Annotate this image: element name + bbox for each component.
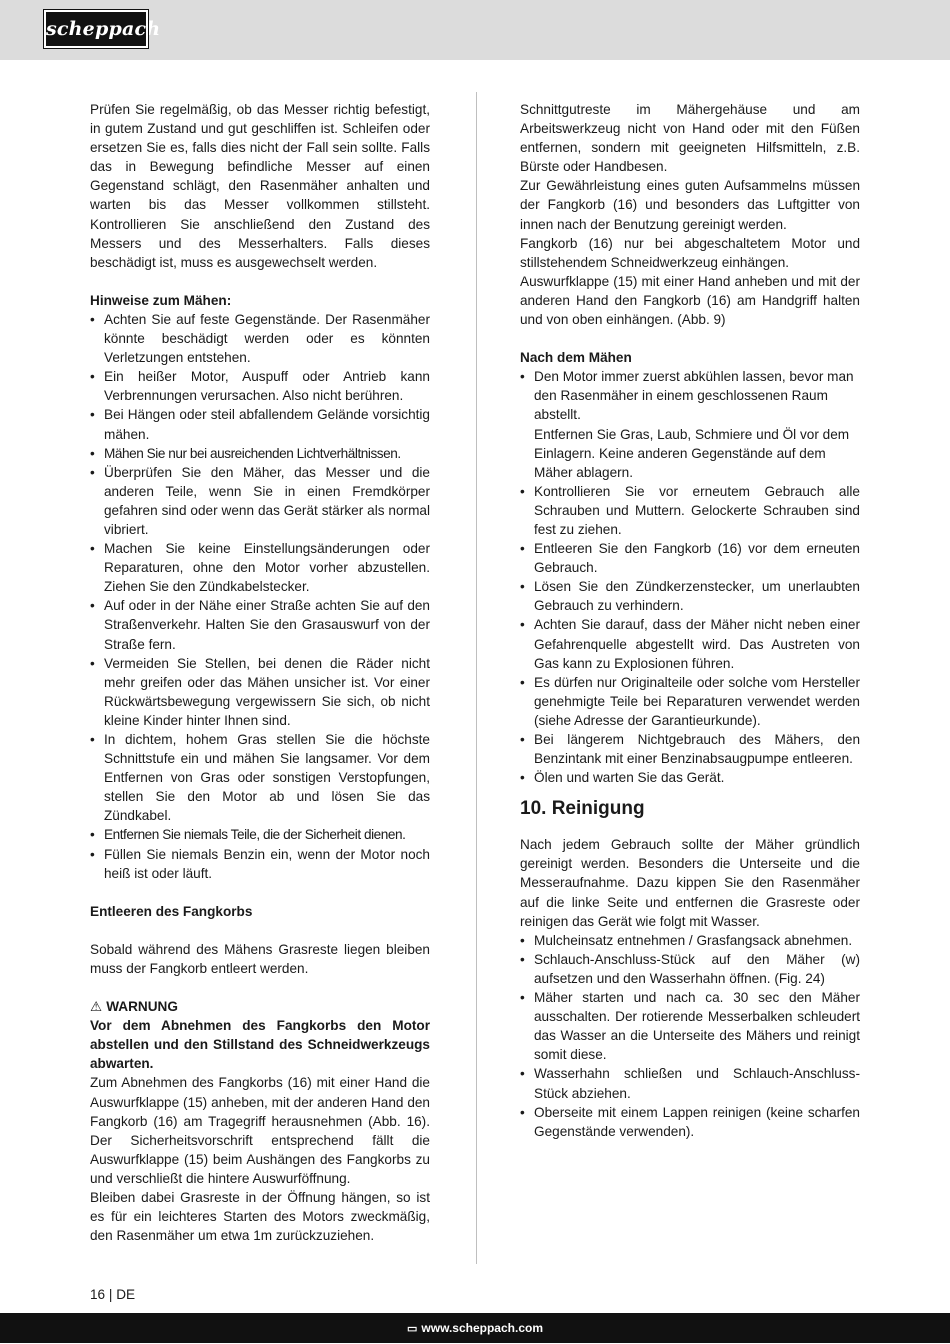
monitor-icon: ▭ bbox=[407, 1323, 418, 1335]
list-item: • Machen Sie keine Einstellungsänderungen oder Reparaturen, ohne den Motor vorher abzustellen. Ziehen Sie den Zündkabelstecker. bbox=[90, 539, 430, 596]
list-item: • Ölen und warten Sie das Gerät. bbox=[520, 768, 860, 787]
warning-text: Vor dem Abnehmen des Fangkorbs den Motor abstellen und den Stillstand des Schneidwerkzeugs abwarten. bbox=[90, 1018, 430, 1072]
list-item: • Vermeiden Sie Stellen, bei denen die Räder nicht mehr greifen oder das Mähen unsicher ist. Vor einer Rückwärtsbewegung vergewissern Sie sich, ob nicht kleine Kinder hinter Ihnen sind. bbox=[90, 654, 430, 730]
list-item: • Entleeren Sie den Fangkorb (16) vor dem erneuten Gebrauch. bbox=[520, 539, 860, 577]
empty-heading: Entleeren des Fangkorbs bbox=[90, 903, 253, 919]
list-item: • Bei Hängen oder steil abfallendem Gelände vorsichtig mähen. bbox=[90, 405, 430, 443]
paragraph: Auswurfklappe (15) mit einer Hand anheben und mit der anderen Hand den Fangkorb (16) am Handgriff halten und von oben einhängen. (Abb. 9) bbox=[520, 273, 860, 328]
paragraph: Fangkorb (16) nur bei abgeschaltetem Motor und stillstehendem Schneidwerkzeug einhängen. bbox=[520, 235, 860, 270]
warning-label: WARNUNG bbox=[106, 999, 178, 1015]
page-number: 16 | DE bbox=[90, 1287, 136, 1302]
paragraph: Schnittgutreste im Mähergehäuse und am Arbeitswerkzeug nicht von Hand oder mit den Füßen entfernen, sondern mit geeigneten Hilfsmitteln, z.B. Bürste oder Handbesen. bbox=[520, 102, 860, 175]
list-item-text: • Den Motor immer zuerst abkühlen lassen, bevor man den Rasenmäher in einem geschlossenen Raum abstellt. bbox=[534, 369, 854, 423]
list-item: • Achten Sie darauf, dass der Mäher nicht neben einer Gefahrenquelle abgestellt wird. Das Austreten von Gas kann zu Explosionen führen. bbox=[520, 615, 860, 672]
warning-label-row bbox=[90, 997, 430, 1016]
clean-list bbox=[520, 931, 860, 1141]
list-item: • Achten Sie auf feste Gegenstände. Der Rasenmäher könnte beschädigt werden oder es könnten Verletzungen entstehen. bbox=[90, 310, 430, 367]
website-link[interactable]: www.scheppach.com bbox=[421, 1321, 543, 1335]
header-bar bbox=[0, 0, 950, 60]
residue-paragraph: Bleiben dabei Grasreste in der Öffnung hängen, so ist es für ein leichteres Starten des Motors zweckmäßig, den Rasenmäher um etwa 1m zurückzuziehen. bbox=[90, 1189, 430, 1244]
intro-paragraph: Prüfen Sie regelmäßig, ob das Messer richtig befestigt, in gutem Zustand und gut geschliffen ist. Schleifen oder ersetzen Sie es, falls dies nicht der Fall sein sollte. Falls das in Bewegung befindliche Messer auf einen Gegenstand schlägt, den Rasenmäher anhalten und warten bis das Messer vollkommen stillsteht. Kontrollieren Sie anschließend den Zustand des Messers und des Messerhalters. Falls dieses beschädigt ist, muss es ausgewechselt werden. bbox=[90, 102, 430, 270]
warning-icon: ⚠ bbox=[90, 999, 103, 1015]
list-item bbox=[520, 367, 860, 482]
list-item: • Kontrollieren Sie vor erneutem Gebrauch alle Schrauben und Muttern. Gelockerte Schrauben sind fest zu ziehen. bbox=[520, 482, 860, 539]
list-item: • Ein heißer Motor, Auspuff oder Antrieb kann Verbrennungen verursachen. Also nicht berühren. bbox=[90, 367, 430, 405]
list-item: • Entfernen Sie niemals Teile, die der Sicherheit dienen. bbox=[90, 825, 430, 844]
list-item: • Füllen Sie niemals Benzin ein, wenn der Motor noch heiß ist oder läuft. bbox=[90, 845, 430, 883]
list-item: • Oberseite mit einem Lappen reinigen (keine scharfen Gegenstände verwenden). bbox=[520, 1103, 860, 1141]
hints-list bbox=[90, 310, 430, 883]
list-item: • Schlauch-Anschluss-Stück auf den Mäher (w) aufsetzen und den Wasserhahn öffnen. (Fig. 24) bbox=[520, 950, 860, 988]
list-item: • Bei längerem Nichtgebrauch des Mähers, den Benzintank mit einer Benzinabsaugpumpe entleeren. bbox=[520, 730, 860, 768]
paragraph: Zur Gewährleistung eines guten Aufsammelns müssen der Fangkorb (16) und besonders das Luftgitter von innen nach der Benutzung gereinigt werden. bbox=[520, 178, 860, 232]
list-item: • Es dürfen nur Originalteile oder solche vom Hersteller genehmigte Teile bei Reparaturen verwendet werden (siehe Adresse der Garantieurkunde). bbox=[520, 673, 860, 730]
list-item-text: Entfernen Sie Gras, Laub, Schmiere und Öl vor dem Einlagern. Keine anderen Gegenstände auf dem Mäher ablagern. bbox=[534, 426, 850, 480]
hints-heading: Hinweise zum Mähen: bbox=[90, 292, 232, 308]
brand-logo: scheppach bbox=[44, 10, 148, 48]
list-item: • Mäher starten und nach ca. 30 sec den Mäher ausschalten. Der rotierende Messerbalken schleudert das Wasser an die Unterseite des Mähers und reinigt somit diese. bbox=[520, 988, 860, 1064]
after-heading: Nach dem Mähen bbox=[520, 350, 632, 366]
list-item: • Überprüfen Sie den Mäher, das Messer und die anderen Teile, wenn Sie in einen Fremdkörper gefahren sind oder wenn das Gerät stärker als normal vibriert. bbox=[90, 463, 430, 539]
list-item: • Lösen Sie den Zündkerzenstecker, um unerlaubten Gebrauch zu verhindern. bbox=[520, 577, 860, 615]
right-column bbox=[520, 100, 860, 1141]
list-item: • In dichtem, hohem Gras stellen Sie die höchste Schnittstufe ein und mähen Sie langsamer. Vor dem Entfernen von Gras oder sonstigen Verstopfungen, stellen Sie den Motor ab und lösen Sie das Zündkabel. bbox=[90, 730, 430, 825]
footer-bar bbox=[0, 1313, 950, 1343]
after-list bbox=[520, 367, 860, 787]
empty-paragraph: Sobald während des Mähens Grasreste liegen bleiben muss der Fangkorb entleert werden. bbox=[90, 941, 430, 976]
left-column bbox=[90, 100, 430, 1245]
list-item: • Mulcheinsatz entnehmen / Grasfangsack abnehmen. bbox=[520, 931, 860, 950]
list-item: • Wasserhahn schließen und Schlauch-Anschluss-Stück abziehen. bbox=[520, 1064, 860, 1102]
column-divider bbox=[476, 92, 477, 1264]
list-item: • Mähen Sie nur bei ausreichenden Lichtverhältnissen. bbox=[90, 444, 430, 463]
remove-paragraph: Zum Abnehmen des Fangkorbs (16) mit einer Hand die Auswurfklappe (15) anheben, mit der anderen Hand den Fangkorb (16) am Tragegriff herausnehmen (Abb. 16). Der Sicherheitsvorschrift entsprechend fällt die Auswurfklappe (15) beim Aushängen des Fangkorbs zu und verschließt die hintere Auswurföffnung. bbox=[90, 1075, 430, 1186]
section-title: 10. Reinigung bbox=[520, 798, 645, 820]
list-item: • Auf oder in der Nähe einer Straße achten Sie auf den Straßenverkehr. Halten Sie den Grasauswurf von der Straße fern. bbox=[90, 596, 430, 653]
clean-intro: Nach jedem Gebrauch sollte der Mäher gründlich gereinigt werden. Besonders die Unterseite und die Messeraufnahme. Dazu kippen Sie den Rasenmäher auf die linke Seite und entfernen die Grasreste oder reinigen das Gerät wie folgt mit Wasser. bbox=[520, 837, 860, 929]
